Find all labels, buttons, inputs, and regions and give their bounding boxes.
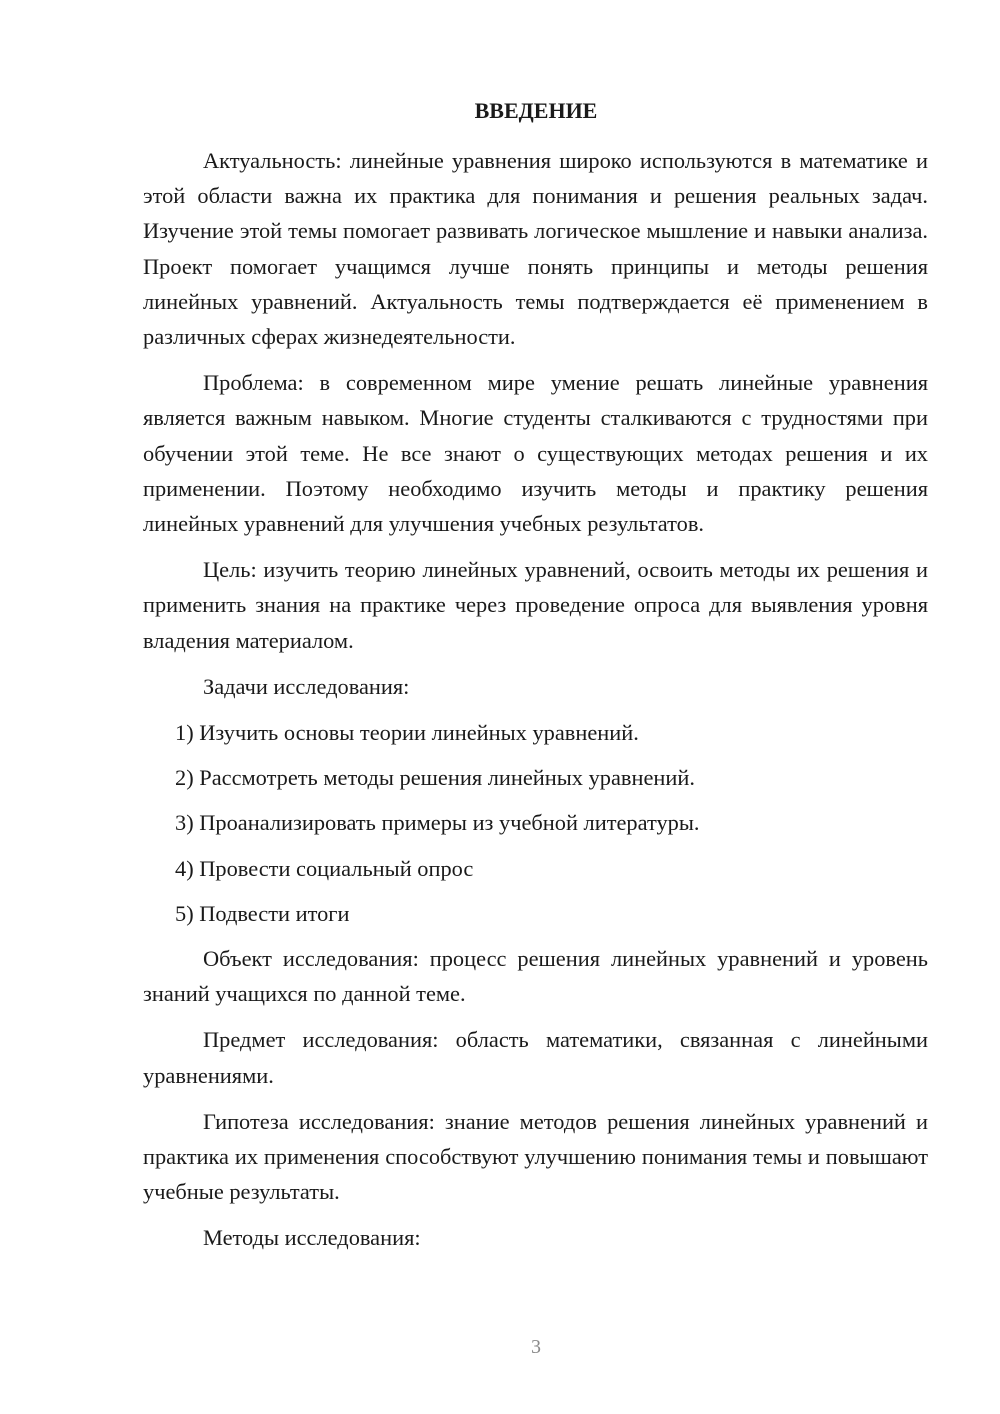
paragraph-goal: Цель: изучить теорию линейных уравнений, освоить методы их решения и применить знания на практике через проведение опроса для выявления уровня владения материалом. xyxy=(143,557,928,653)
page-number: 3 xyxy=(531,1336,541,1358)
task-item-2: 2) Рассмотреть методы решения линейных уравнений. xyxy=(175,765,695,791)
paragraph-subject: Предмет исследования: область математики, связанная с линейными уравнениями. xyxy=(143,1027,928,1088)
document-body xyxy=(143,143,928,1267)
task-item-5: 5) Подвести итоги xyxy=(175,900,350,926)
paragraph-methods: Методы исследования: xyxy=(203,1225,421,1251)
task-item-3: 3) Проанализировать примеры из учебной литературы. xyxy=(175,810,700,836)
task-item-1: 1) Изучить основы теории линейных уравнений. xyxy=(175,720,639,746)
page-title: ВВЕДЕНИЕ xyxy=(474,98,598,123)
paragraph-relevance: Актуальность: линейные уравнения широко используются в математике и этой области важна их практика для понимания и решения реальных задач. Изучение этой темы помогает развивать логическое мышление и навыки анализа. Проект помогает учащимся лучше понять принципы и методы решения линейных уравнений. Актуальность темы подтверждается её применением в различных сферах жизнедеятельности. xyxy=(143,148,928,350)
paragraph-hypothesis: Гипотеза исследования: знание методов решения линейных уравнений и практика их применения способствуют улучшению понимания темы и повышают учебные результаты. xyxy=(143,1108,928,1205)
paragraph-object: Объект исследования: процесс решения линейных уравнений и уровень знаний учащихся по данной теме. xyxy=(143,946,928,1007)
task-item-4: 4) Провести социальный опрос xyxy=(175,855,474,881)
paragraph-problem: Проблема: в современном мире умение решать линейные уравнения является важным навыком. Многие студенты сталкиваются с трудностями при обучении этой теме. Не все знают о существующих методах решения и их применении. Поэтому необходимо изучить методы и практику решения линейных уравнений для улучшения учебных результатов. xyxy=(143,370,928,537)
paragraph-tasks-heading: Задачи исследования: xyxy=(203,673,410,699)
